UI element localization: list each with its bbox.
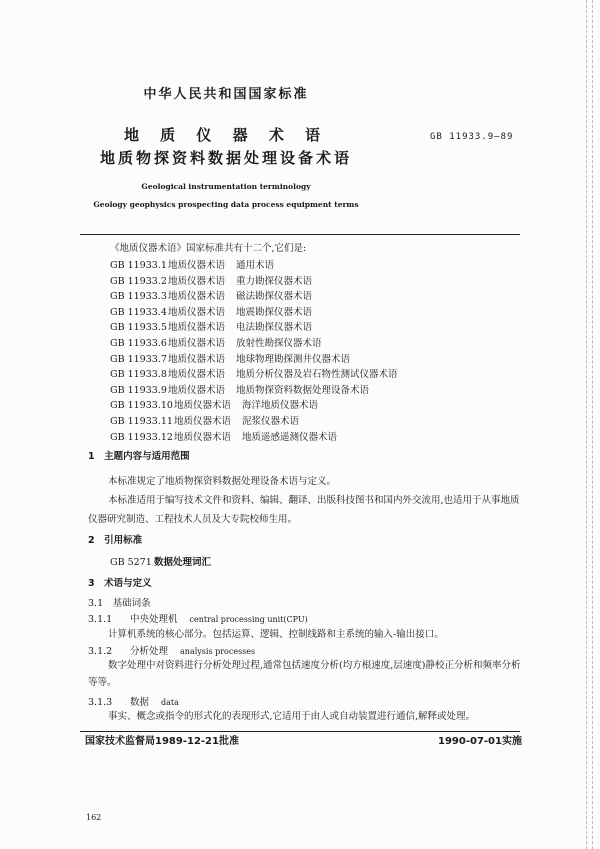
standard-series: 地质仪器术语: [168, 275, 226, 287]
standard-name: 通用术语: [236, 260, 275, 271]
title-sub: 地质物探资料数据处理设备术语: [99, 149, 352, 167]
standard-item: [110, 385, 369, 397]
term-definition: 计算机系统的核心部分。包括运算、逻辑、控制线路和主系统的输入-输出接口。: [108, 629, 444, 640]
standard-series: 地质仪器术语: [168, 306, 226, 318]
standard-name: 海洋地质仪器术语: [242, 400, 319, 412]
title-main: 地 质 仪 器 术 语: [123, 126, 329, 144]
ref-name: 数据处理词汇: [154, 557, 212, 568]
header-rule: [80, 234, 520, 235]
standard-series: 地质仪器术语: [168, 369, 226, 381]
standard-code: GB 11933.3: [110, 291, 167, 303]
section-3-heading: 3 术语与定义: [88, 578, 152, 589]
intro-text: 《地质仪器术语》国家标准共有十二个,它们是:: [110, 243, 307, 254]
standard-code: GB 11933.11: [110, 416, 173, 427]
binding-edge: [586, 0, 587, 849]
term-definition: 数字处理中对资料进行分析处理过程,通常包括速度分析(均方根速度,层速度)静校正分析和频率分析等等。: [88, 660, 521, 688]
standard-item: [110, 338, 322, 350]
standard-code: GB 11933.7: [110, 353, 167, 365]
standard-name: 放射性勘探仪器术语: [236, 338, 322, 349]
term-zh: 中央处理机: [130, 614, 178, 625]
section-1-para-1: 本标准规定了地质物探资料数据处理设备术语与定义。: [108, 476, 337, 487]
standard-code: GB 11933.5: [110, 322, 167, 334]
standard-item: [110, 369, 398, 381]
standard-series: 地质仪器术语: [168, 322, 226, 334]
reference-item: [110, 557, 211, 569]
standard-series: 地质仪器术语: [168, 291, 226, 303]
standard-name: 地质物探资料数据处理设备术语: [236, 384, 370, 396]
section-1-heading: 1 主题内容与适用范围: [88, 451, 190, 462]
standard-series: 地质仪器术语: [174, 431, 232, 443]
standard-series: 地质仪器术语: [168, 384, 226, 396]
standard-series: 地质仪器术语: [168, 338, 226, 349]
english-title-1: Geological instrumentation terminology: [141, 182, 311, 191]
term-en: data: [161, 698, 179, 707]
standard-code: GB 11933.2: [110, 275, 167, 287]
standard-item: [110, 416, 299, 428]
standard-name: 地震勘探仪器术语: [236, 306, 313, 318]
page-number: 162: [86, 813, 102, 822]
standard-code: GB 11933.9—89: [430, 132, 514, 142]
standard-item: [110, 432, 337, 444]
standard-name: 地质遥感遥测仪器术语: [242, 431, 338, 443]
standard-name: 电法勘探仪器术语: [236, 322, 313, 334]
standard-item: [110, 307, 312, 319]
standard-code: GB 11933.1: [110, 260, 167, 271]
effective-date: 1990-07-01实施: [438, 736, 522, 747]
approval-date: 国家技术监督局1989-12-21批准: [85, 736, 239, 747]
standard-item: [110, 291, 312, 303]
english-title-2: Geology geophysics prospecting data process equipment terms: [93, 200, 359, 209]
standard-series: 地质仪器术语: [174, 400, 232, 412]
standard-item: [110, 322, 312, 334]
standard-name: 磁法勘探仪器术语: [236, 291, 313, 303]
term-zh: 数据: [130, 697, 150, 708]
standard-code: GB 11933.12: [110, 431, 173, 443]
term-heading: [88, 614, 308, 626]
standard-code: GB 11933.4: [110, 306, 167, 318]
term-en: central processing unit(CPU): [189, 615, 308, 624]
term-zh: 分析处理: [130, 646, 169, 657]
standard-code: GB 11933.8: [110, 369, 167, 381]
binding-edge: [592, 0, 593, 849]
section-1-para-2: 本标准适用于编写技术文件和资料、编辑、翻译、出版科技图书和国内外交流用,也适用于从事地质仪器研究制造、工程技术人员及大专院校师生用。: [88, 495, 520, 525]
term-en: analysis processes: [180, 647, 256, 656]
standard-item: [110, 276, 312, 288]
ref-code: GB 5271: [110, 557, 152, 568]
standard-code: GB 11933.6: [110, 338, 167, 349]
issuing-body: 中华人民共和国国家标准: [143, 87, 309, 102]
standard-item: [110, 260, 274, 272]
standard-series: 地质仪器术语: [168, 353, 226, 365]
standard-name: 地球物理勘探测井仪器术语: [236, 353, 351, 365]
standard-name: 地质分析仪器及岩石物性测试仪器术语: [236, 369, 398, 381]
term-number: 3.1.2: [88, 646, 113, 657]
section-2-heading: 2 引用标准: [88, 535, 143, 546]
standard-item: [110, 400, 318, 412]
standard-code: GB 11933.10: [110, 400, 173, 412]
subsection-3-1: 3.1 基础词条: [88, 598, 151, 609]
standard-series: 地质仪器术语: [174, 416, 232, 427]
standard-name: 泥浆仪器术语: [242, 416, 300, 427]
footer-rule: [80, 731, 520, 732]
standard-name: 重力勘探仪器术语: [236, 275, 313, 287]
standard-series: 地质仪器术语: [168, 260, 226, 271]
term-number: 3.1.3: [88, 697, 113, 708]
standard-code: GB 11933.9: [110, 384, 167, 396]
term-definition: 事实、概念或指令的形式化的表现形式,它适用于由人或自动装置进行通信,解释或处理。: [108, 711, 476, 722]
term-number: 3.1.1: [88, 614, 113, 625]
standard-item: [110, 354, 350, 366]
